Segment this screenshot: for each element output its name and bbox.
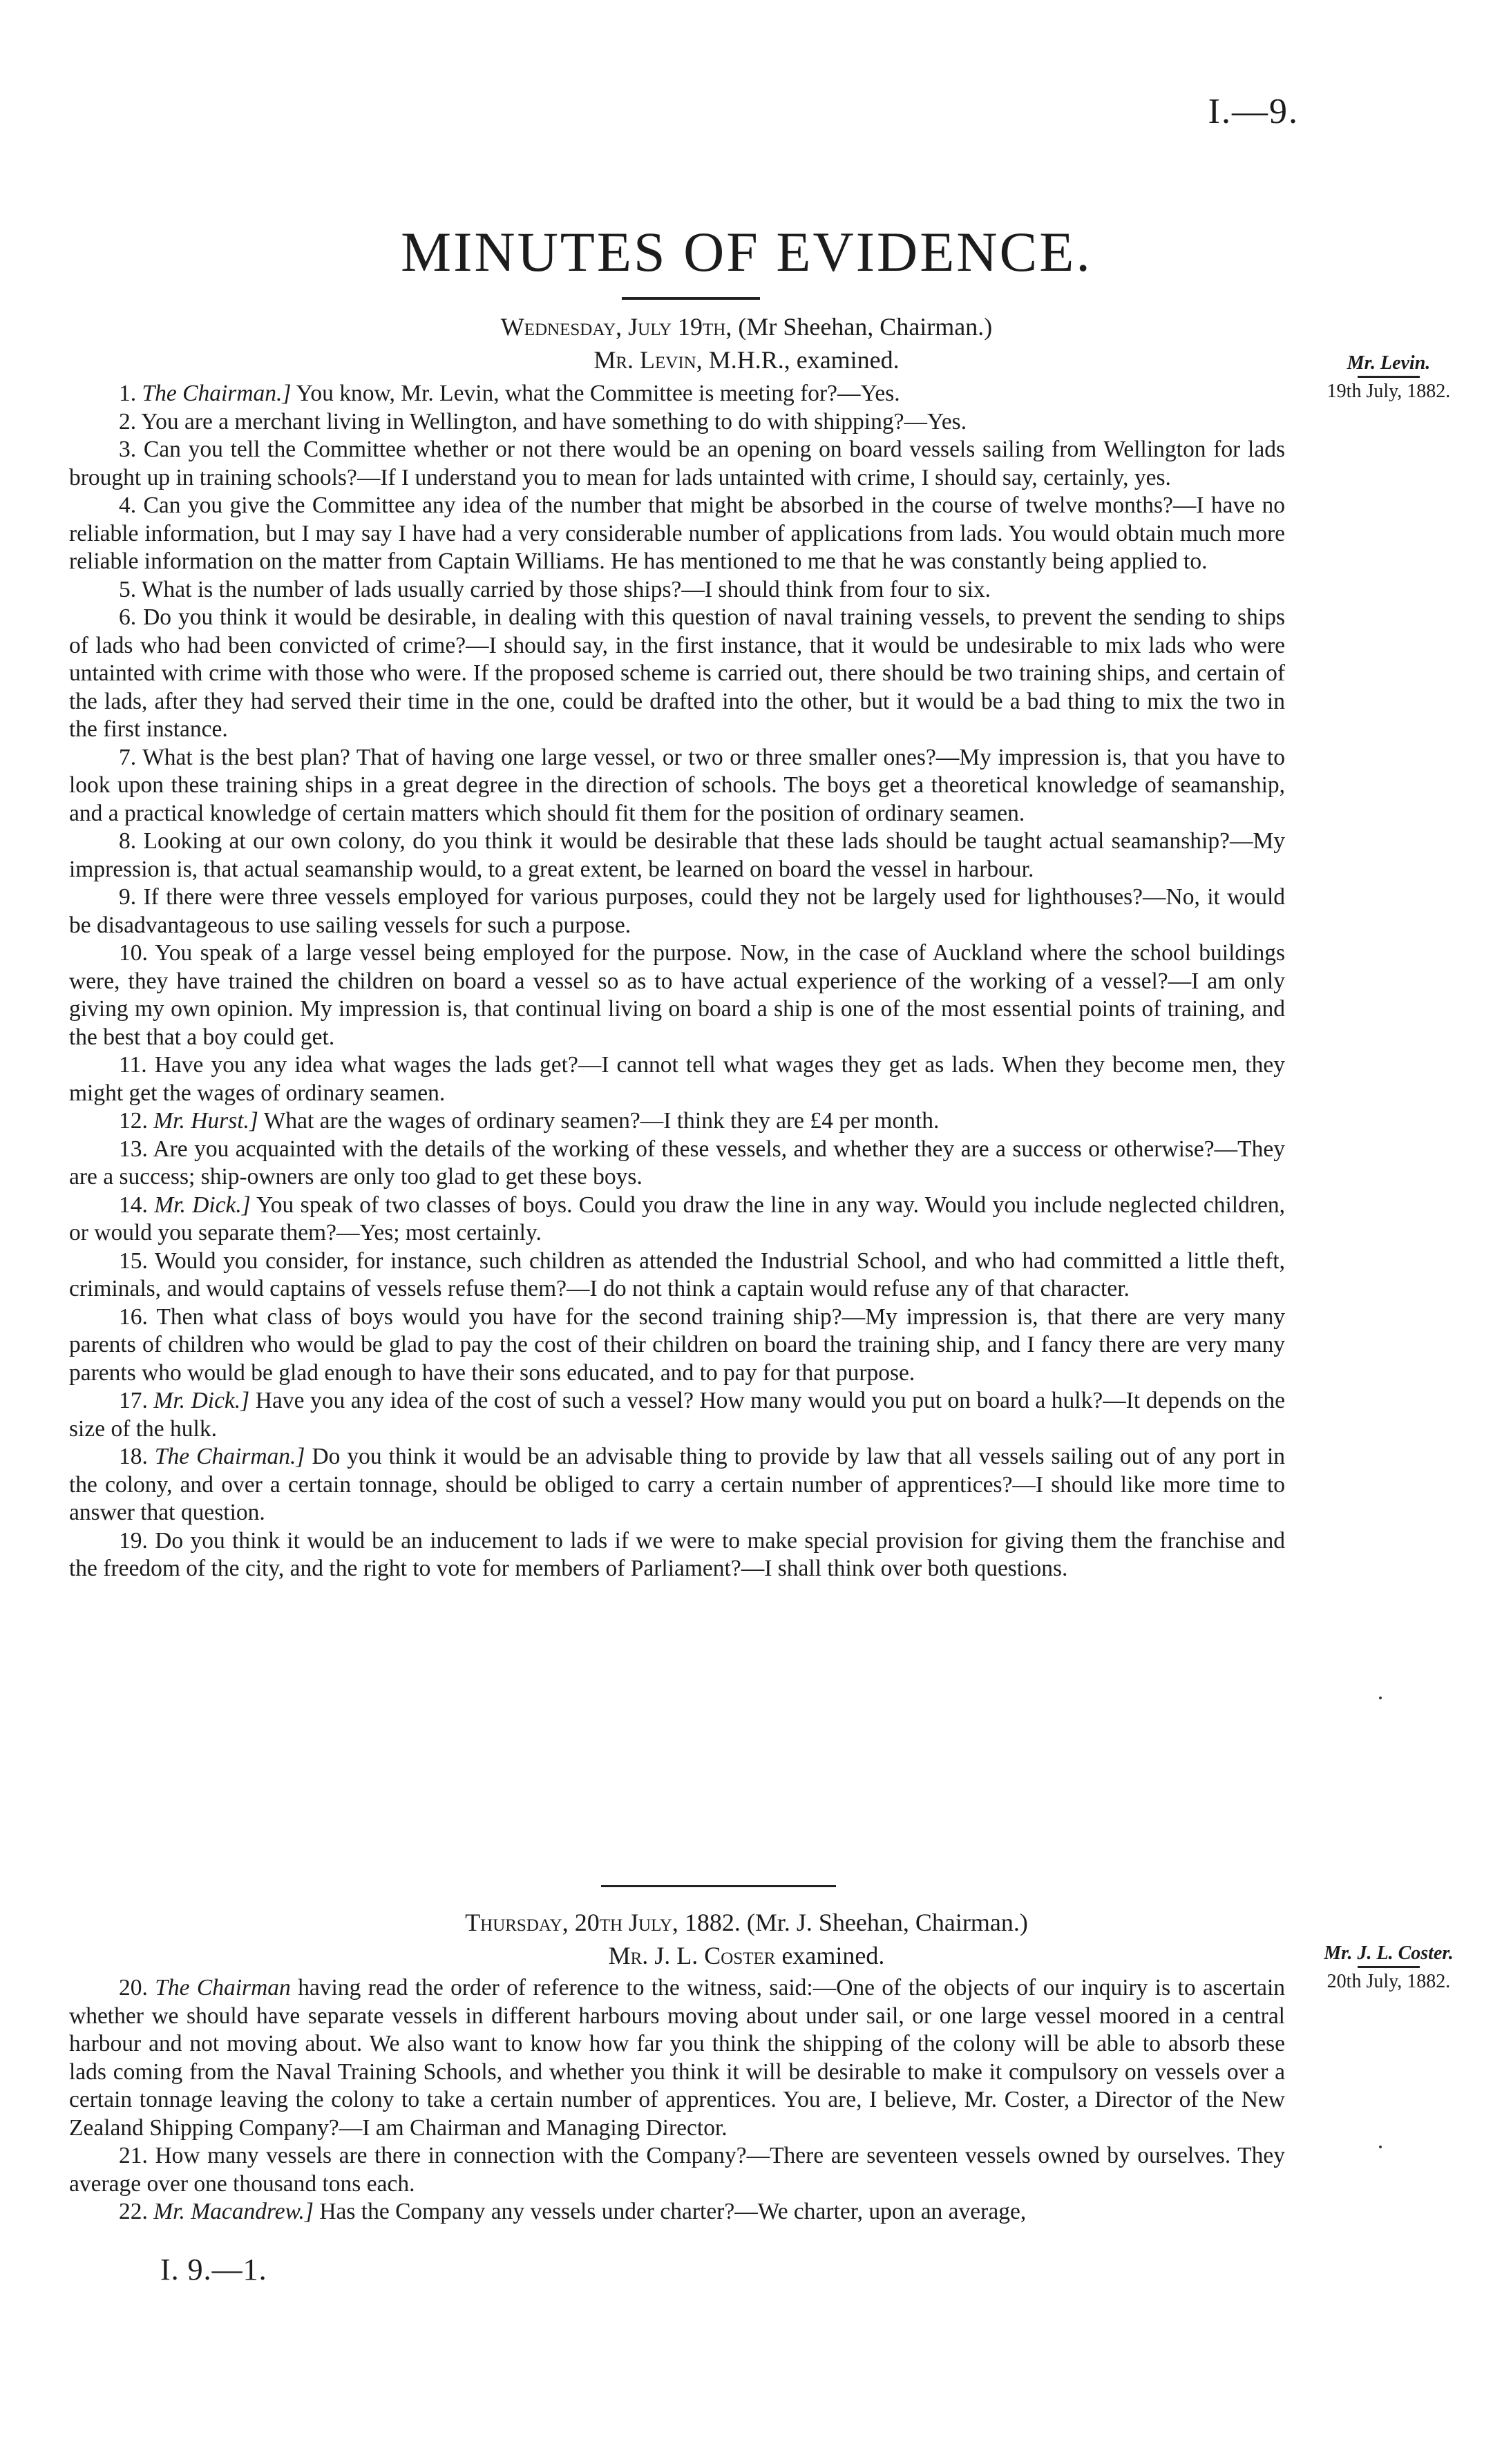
speaker-label: The Chairman.] [142, 381, 292, 406]
question-answer-text: Are you acquainted with the details of the working of these vessels, and whether they are a success or otherwise?—They are a success; ship-owners are only too glad to get these boys. [69, 1136, 1285, 1190]
session-1-heading [0, 312, 1493, 341]
question-answer-text: Looking at our own colony, do you think it would be desirable that these lads should be taught actual seamanship?—My impression is, that actual seamanship would, to a great extent, be learned on board the vessel in harbour. [69, 828, 1285, 882]
speaker-label: The Chairman.] [154, 1444, 305, 1469]
question-answer-text: You speak of two classes of boys. Could you draw the line in any way. Would you include neglected children, or would you separate them?—Yes; most certainly. [69, 1192, 1285, 1245]
session-1-evidence [69, 380, 1285, 1583]
question-number: 12. [119, 1108, 148, 1134]
evidence-paragraph [69, 604, 1285, 744]
question-answer-text: You are a merchant living in Wellington, and have something to do with shipping?—Yes. [141, 408, 967, 434]
session-2-date: Thursday, 20th July, 1882. [465, 1909, 741, 1936]
question-number: 4. [119, 493, 137, 518]
evidence-paragraph [69, 2142, 1285, 2198]
question-answer-text: Has the Company any vessels under charter?—We charter, upon an average, [319, 2199, 1027, 2224]
question-answer-text: Can you give the Committee any idea of the number that might be absorbed in the course of twelve months?—I have no reliable information, but I may say I have had a very considerable number of applications from lads. You would obtain much more reliable information on the matter from Captain Williams. He has mentioned to me that he was constantly being applied to. [69, 493, 1286, 574]
question-number: 19. [119, 1527, 148, 1554]
evidence-paragraph [69, 408, 1285, 437]
margin-underline [1358, 1966, 1420, 1968]
session-1-witness-status: M.H.R., examined. [708, 346, 900, 374]
page-title: MINUTES OF EVIDENCE. [401, 220, 1092, 283]
session-2-heading [0, 1908, 1493, 1937]
section-divider [601, 1885, 836, 1887]
question-answer-text: Would you consider, for instance, such children as attended the Industrial School, and who had committed a little theft, criminals, and would captains of vessels refuse them?—I do not think a captain would refuse any of that character. [69, 1248, 1285, 1301]
question-number: 1. [119, 381, 137, 406]
speaker-label: Mr. Hurst.] [153, 1108, 258, 1134]
question-number: 5. [119, 576, 137, 602]
margin-note-levin [1299, 352, 1478, 403]
margin-date: 19th July, 1882. [1326, 381, 1451, 402]
question-number: 7. [119, 744, 137, 770]
question-number: 13. [119, 1136, 148, 1162]
session-1-witness-line [0, 345, 1493, 374]
evidence-paragraph [69, 1248, 1285, 1303]
evidence-paragraph [69, 744, 1285, 828]
question-answer-text: You speak of a large vessel being employed for the purpose. Now, in the case of Auckland where the school buildings were, they have trained the children on board a vessel so as to have actual experience of the working of a vessel?—I am only giving my own opinion. My impression is, that continual living on board a ship is one of the most essential points of training, and the best that a boy could get. [69, 940, 1285, 1050]
session-2-evidence [69, 1974, 1285, 2226]
evidence-paragraph [69, 436, 1285, 492]
question-answer-text: How many vessels are there in connection with the Company?—There are seventeen vessels owned by ourselves. They average over one thousand tons each. [69, 2143, 1285, 2197]
question-number: 21. [119, 2143, 148, 2168]
question-number: 18. [119, 1444, 148, 1469]
print-mark [1379, 2146, 1382, 2148]
question-answer-text: Then what class of boys would you have for the second training ship?—My impression is, that there are very many parents of children who would be glad to pay the cost of their children on board the training ship, and I fancy there are very many parents who would be glad enough to have their sons educated, and to pay for that purpose. [69, 1303, 1285, 1386]
question-answer-text: Can you tell the Committee whether or not there would be an opening on board vessels sailing from Wellington for lads brought up in training schools?—If I understand you to mean for lads untainted with crime, I should say, certainly, yes. [69, 437, 1285, 490]
question-number: 20. [119, 1975, 148, 2000]
margin-witness-name: Mr. Levin. [1347, 352, 1431, 374]
question-answer-text: If there were three vessels employed for various purposes, could they not be largely used for lighthouses?—No, it would be disadvantageous to use sailing vessels for such a purpose. [69, 884, 1285, 938]
session-2-witness: Mr. J. L. Coster [608, 1942, 776, 1969]
question-answer-text: Have you any idea what wages the lads get?—I cannot tell what wages they get as lads. When they become men, they might get the wages of ordinary seamen. [69, 1052, 1285, 1106]
question-answer-text: You know, Mr. Levin, what the Committee is meeting for?—Yes. [296, 381, 900, 406]
margin-underline [1358, 376, 1420, 378]
evidence-paragraph [69, 1443, 1285, 1527]
question-answer-text: What is the best plan? That of having one large vessel, or two or three smaller ones?—My impression is, that you have to look upon these training ships in a great degree in the direction of schools. The boys get a theoretical knowledge of seamanship, and a practical knowledge of certain matters which should fit them for the position of ordinary seamen. [69, 744, 1285, 826]
question-number: 17. [119, 1388, 148, 1413]
question-number: 15. [119, 1248, 148, 1274]
evidence-paragraph [69, 576, 1285, 604]
evidence-paragraph [69, 1136, 1285, 1192]
question-number: 3. [119, 437, 137, 462]
session-2-witness-line [0, 1941, 1493, 1970]
speaker-label: Mr. Dick.] [154, 1192, 251, 1218]
evidence-paragraph [69, 1527, 1285, 1583]
speaker-label: Mr. Macandrew.] [153, 2199, 314, 2224]
margin-witness-name: Mr. J. L. Coster. [1324, 1942, 1454, 1964]
question-answer-text: Do you think it would be desirable, in dealing with this question of naval training vessels, to prevent the sending to ships of lads who had been convicted of crime?—I should say, in the first instance, that it would be undesirable to mix lads who were untainted with crime with those who were. If the proposed scheme is carried out, there should be two training ships, and certain of the lads, after they had served their time in the one, could be drafted into the other, but it would be a bad thing to mix the two in the first instance. [69, 604, 1286, 742]
question-answer-text: What is the number of lads usually carried by those ships?—I should think from four to six. [141, 576, 991, 602]
session-2-witness-status: examined. [781, 1942, 885, 1969]
evidence-paragraph [69, 1192, 1285, 1248]
speaker-label: The Chairman [155, 1975, 291, 2000]
page-reference: I.—9. [1208, 92, 1299, 131]
question-answer-text: Have you any idea of the cost of such a vessel? How many would you put on board a hulk?—It depends on the size of the hulk. [69, 1388, 1286, 1442]
question-number: 14. [119, 1192, 148, 1218]
evidence-paragraph [69, 884, 1285, 939]
print-mark [1379, 1697, 1382, 1699]
evidence-paragraph [69, 2198, 1285, 2226]
question-number: 9. [119, 884, 137, 910]
evidence-paragraph [69, 1387, 1285, 1443]
session-1-date: Wednesday, July 19th, [500, 313, 732, 341]
margin-note-coster [1299, 1942, 1478, 1993]
evidence-paragraph [69, 1051, 1285, 1107]
question-number: 16. [119, 1303, 148, 1330]
evidence-paragraph [69, 828, 1285, 884]
question-answer-text: What are the wages of ordinary seamen?—I think they are £4 per month. [263, 1108, 940, 1134]
evidence-paragraph [69, 939, 1285, 1051]
evidence-paragraph [69, 492, 1285, 576]
session-1-witness: Mr. Levin, [593, 346, 703, 374]
question-number: 10. [119, 940, 148, 966]
folio-signature: I. 9.—1. [160, 2253, 267, 2286]
question-answer-text: having read the order of reference to the witness, said:—One of the objects of our inquiry is to ascertain whether we should have separate vessels in different harbours moving about under sail, or one large vessel moored in a central harbour and not moving about. We also want to know how far you think the shipping of the colony will be able to absorb these lads coming from the Naval Training Schools, and whether you think it will be desirable to make it compulsory on vessels over a certain tonnage leaving the colony to take a certain number of apprentices. You are, I believe, Mr. Coster, a Director of the New Zealand Shipping Company?—I am Chairman and Managing Director. [69, 1975, 1286, 2141]
evidence-paragraph [69, 1303, 1285, 1388]
question-number: 2. [119, 408, 137, 434]
title-rule [622, 297, 760, 300]
session-1-chair: (Mr Sheehan, Chairman.) [738, 313, 993, 341]
question-number: 22. [119, 2199, 148, 2224]
question-number: 8. [119, 828, 137, 854]
question-number: 6. [119, 604, 137, 630]
session-2-chair: (Mr. J. Sheehan, Chairman.) [746, 1909, 1028, 1936]
margin-date: 20th July, 1882. [1326, 1971, 1451, 1992]
evidence-paragraph [69, 1974, 1285, 2142]
question-answer-text: Do you think it would be an inducement to lads if we were to make special provision for giving them the franchise and the freedom of the city, and the right to vote for members of Parliament?—I shall think over both questions. [69, 1527, 1285, 1581]
speaker-label: Mr. Dick.] [153, 1388, 250, 1413]
evidence-paragraph [69, 1107, 1285, 1136]
evidence-paragraph [69, 380, 1285, 408]
question-answer-text: Do you think it would be an advisable thing to provide by law that all vessels sailing out of any port in the colony, and over a certain tonnage, should be obliged to carry a certain number of apprentices?—I should like more time to answer that question. [69, 1444, 1286, 1525]
question-number: 11. [119, 1052, 147, 1078]
